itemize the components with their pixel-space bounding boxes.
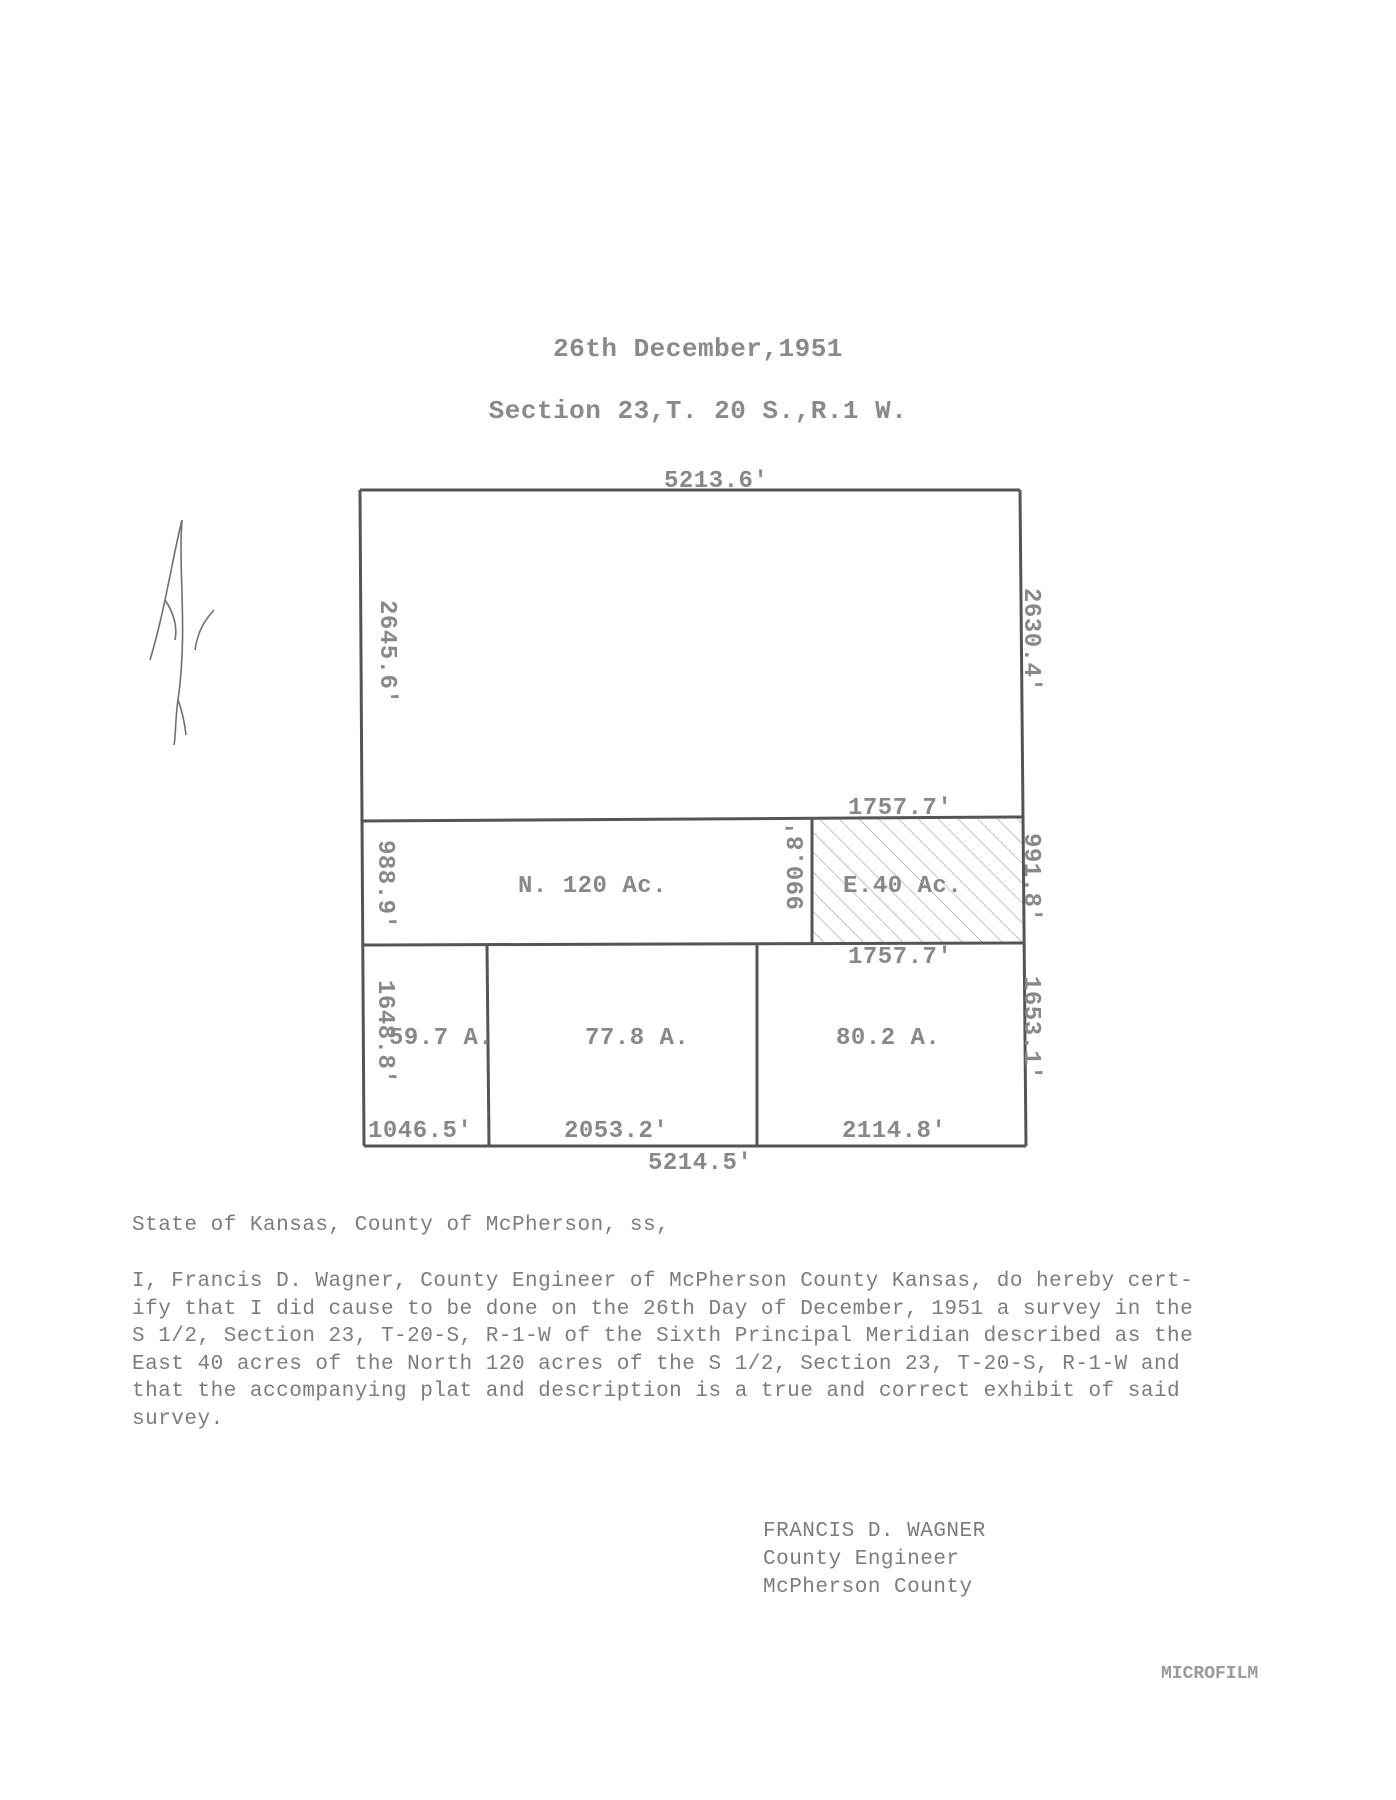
west-middle-length: 988.9' [371, 840, 398, 930]
north-120-tract-label: N. 120 Ac. [518, 873, 668, 900]
east-middle-length: 991.8' [1017, 833, 1044, 923]
section-designation: Section 23,T. 20 S.,R.1 W. [488, 396, 908, 426]
lot-east-base-length: 2114.8' [842, 1118, 947, 1145]
north-arrow-icon [150, 520, 214, 745]
lot-west-area: 59.7 A. [389, 1025, 494, 1052]
signer-name: FRANCIS D. WAGNER [763, 1520, 986, 1543]
south-boundary-length: 5214.5' [648, 1150, 753, 1177]
lot-middle-area: 77.8 A. [585, 1025, 690, 1052]
west-lower-length: 1648.8' [371, 980, 398, 1085]
divider-upper-length: 1757.7' [848, 795, 953, 822]
east-lower-length: 1653.1' [1017, 976, 1044, 1081]
north-boundary-length: 5213.6' [664, 468, 769, 495]
divider-lower-length: 1757.7' [848, 944, 953, 971]
lot-east-area: 80.2 A. [836, 1025, 941, 1052]
east-40-tract-label: E.40 Ac. [843, 873, 963, 900]
east-upper-length: 2630.4' [1017, 588, 1044, 693]
lot-middle-base-length: 2053.2' [564, 1118, 669, 1145]
certificate-paragraph: I, Francis D. Wagner, County Engineer of McPherson County Kansas, do hereby cert- ify that I did cause to be done on the 26th Day of December, 1951 a survey in the S 1/2, Section 23, T-20-S, R-1-W of the Sixth Principal Meridian described as the East 40 acres of the North 120 acres of the S 1/2, Section 23, T-20-S, R-1-W and that the accompanying plat and description is a true and correct exhibit of said survey. [132, 1270, 1194, 1431]
survey-date: 26th December,1951 [553, 334, 843, 364]
signer-title: County Engineer [763, 1548, 960, 1571]
inner-middle-length: 990.8' [784, 820, 811, 910]
west-boundary [360, 490, 364, 1146]
venue-line: State of Kansas, County of McPherson, ss, [132, 1214, 670, 1237]
microfilm-stamp: MICROFILM [1161, 1664, 1259, 1684]
lot-west-base-length: 1046.5' [368, 1118, 473, 1145]
west-upper-length: 2645.6' [373, 600, 400, 705]
signature-block [763, 1518, 986, 1602]
signer-county: McPherson County [763, 1576, 973, 1599]
